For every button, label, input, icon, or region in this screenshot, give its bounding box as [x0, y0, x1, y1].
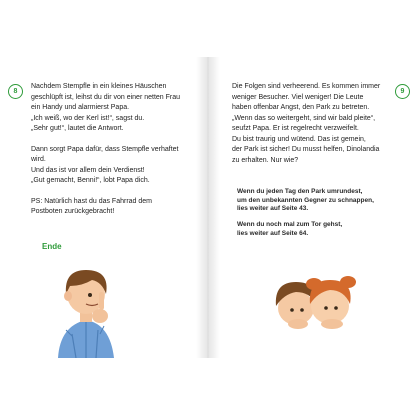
left-page-text — [31, 82, 201, 218]
text-line: geschlüpft ist, leihst du dir von einer netten Frau — [31, 93, 181, 101]
choice-line: lies weiter auf Seite 64. — [237, 229, 309, 237]
page-number-right: 9 — [395, 84, 410, 99]
text-line: Nachdem Stempfle in ein kleines Häuschen — [31, 83, 167, 90]
text-line: zu erhalten. Nur wie? — [232, 156, 299, 164]
text-line: wird. — [31, 156, 46, 163]
text-line: „Wenn das so weitergeht, sind wir bald pleite“, — [232, 114, 376, 122]
text-line: „Sehr gut!“, lautet die Antwort. — [31, 125, 124, 132]
kids-peeking-illustration — [266, 270, 366, 330]
text-line: PS: Natürlich hast du das Fahrrad dem — [31, 197, 153, 205]
choice-line: Wenn du noch mal zum Tor gehst, — [237, 221, 343, 228]
choice-line: um den unbekannten Gegner zu schnappen, — [237, 196, 374, 204]
text-line: Du bist traurig und wütend. Das ist gemein, — [232, 135, 366, 143]
choice-page-64[interactable] — [237, 221, 397, 238]
text-line: der Park ist sicher! Du musst helfen, Dinolandia — [232, 146, 380, 153]
text-line: Dann sorgt Papa dafür, dass Stempfle verhaftet — [31, 145, 179, 153]
choice-line: lies weiter auf Seite 43. — [237, 205, 309, 212]
boy-illustration — [52, 264, 122, 358]
end-label: Ende — [42, 242, 62, 251]
text-line: Die Folgen sind verheerend. Es kommen immer — [232, 83, 381, 90]
text-line: seufzt Papa. Er ist regelrecht verzweifelt. — [232, 125, 359, 132]
right-page-text — [232, 82, 397, 166]
text-line: ein Handy und alarmierst Papa. — [31, 104, 130, 111]
text-line: Postboten zurückgebracht! — [31, 208, 115, 215]
text-line: weniger Besucher. Viel weniger! Die Leute — [232, 93, 364, 101]
text-line: Und das ist vor allem dein Verdienst! — [31, 166, 145, 174]
page-number-left: 8 — [8, 84, 23, 99]
book-spread — [0, 57, 416, 358]
text-line: „Gut gemacht, Benni!“, lobt Papa dich. — [31, 177, 150, 184]
text-line: haben offenbar Angst, den Park zu betreten. — [232, 104, 370, 111]
choice-page-43[interactable] — [237, 188, 397, 214]
choice-line: Wenn du jeden Tag den Park umrundest, — [237, 188, 363, 195]
text-line: „Ich weiß, wo der Kerl ist!“, sagst du. — [31, 114, 145, 122]
